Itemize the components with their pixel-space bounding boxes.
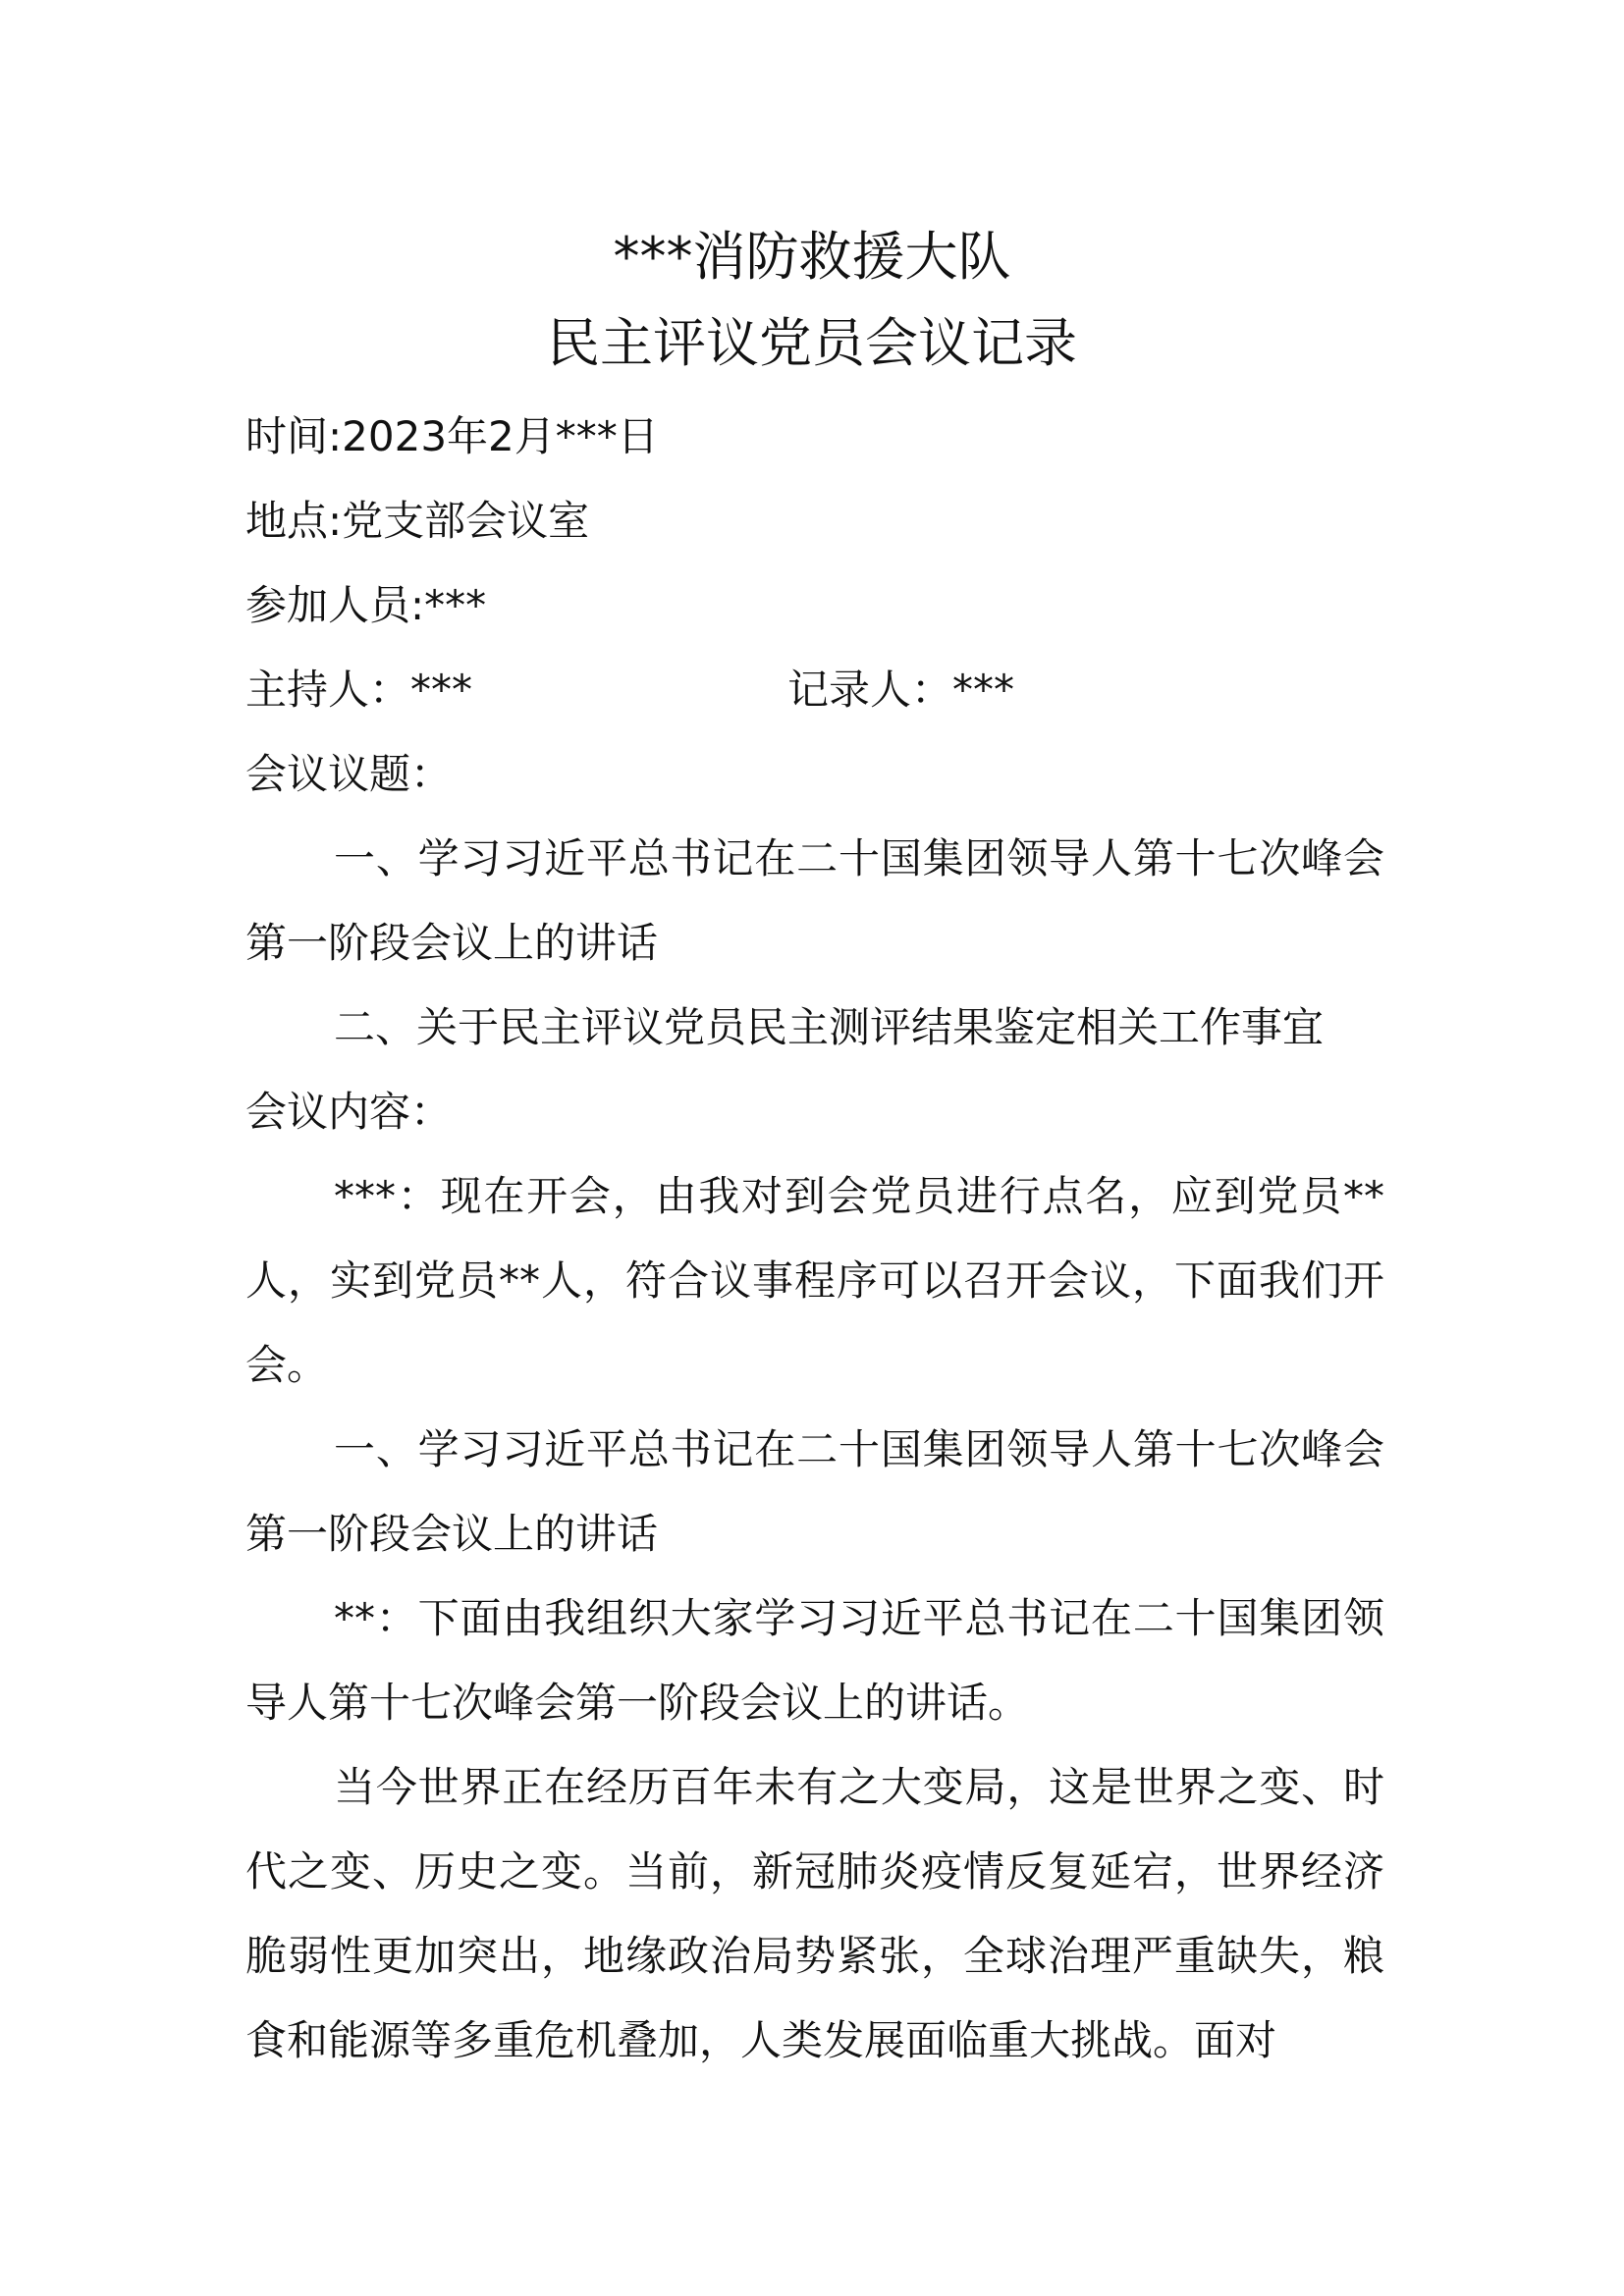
content-paragraph: 当今世界正在经历百年未有之大变局，这是世界之变、时代之变、历史之变。当前，新冠肺炎疫情反复延宕，世界经济脆弱性更加突出，地缘政治局势紧张，全球治理严重缺失，粮食和能源等多重危机叠加，人类发展面临重大挑战。面对 (245, 1763, 1384, 2064)
agenda-heading: 会议议题： (245, 750, 453, 798)
document-body (245, 395, 1384, 2083)
host-recorder-row (245, 648, 1384, 732)
meeting-recorder: 记录人：*** (787, 666, 1015, 714)
meeting-time: 时间:2023年2月***日 (245, 412, 659, 460)
agenda-item: 一、学习习近平总书记在二十国集团领导人第十七次峰会第一阶段会议上的讲话 (245, 834, 1384, 967)
meeting-host: 主持人：*** (245, 666, 473, 714)
content-paragraph: 一、学习习近平总书记在二十国集团领导人第十七次峰会第一阶段会议上的讲话 (245, 1425, 1384, 1558)
document-title-line2: 民主评议党员会议记录 (547, 312, 1077, 374)
agenda-item: 二、关于民主评议党员民主测评结果鉴定相关工作事宜 (334, 1003, 1325, 1051)
content-paragraph: **：下面由我组织大家学习习近平总书记在二十国集团领导人第十七次峰会第一阶段会议上的讲话。 (245, 1594, 1384, 1727)
content-heading: 会议内容： (245, 1088, 453, 1136)
meeting-participants: 参加人员:*** (245, 581, 487, 629)
meeting-location: 地点:党支部会议室 (245, 497, 590, 545)
document-title-line1: ***消防救援大队 (613, 226, 1011, 288)
content-paragraph: ***：现在开会，由我对到会党员进行点名，应到党员**人，实到党员**人，符合议事程序可以召开会议，下面我们开会。 (245, 1172, 1384, 1389)
